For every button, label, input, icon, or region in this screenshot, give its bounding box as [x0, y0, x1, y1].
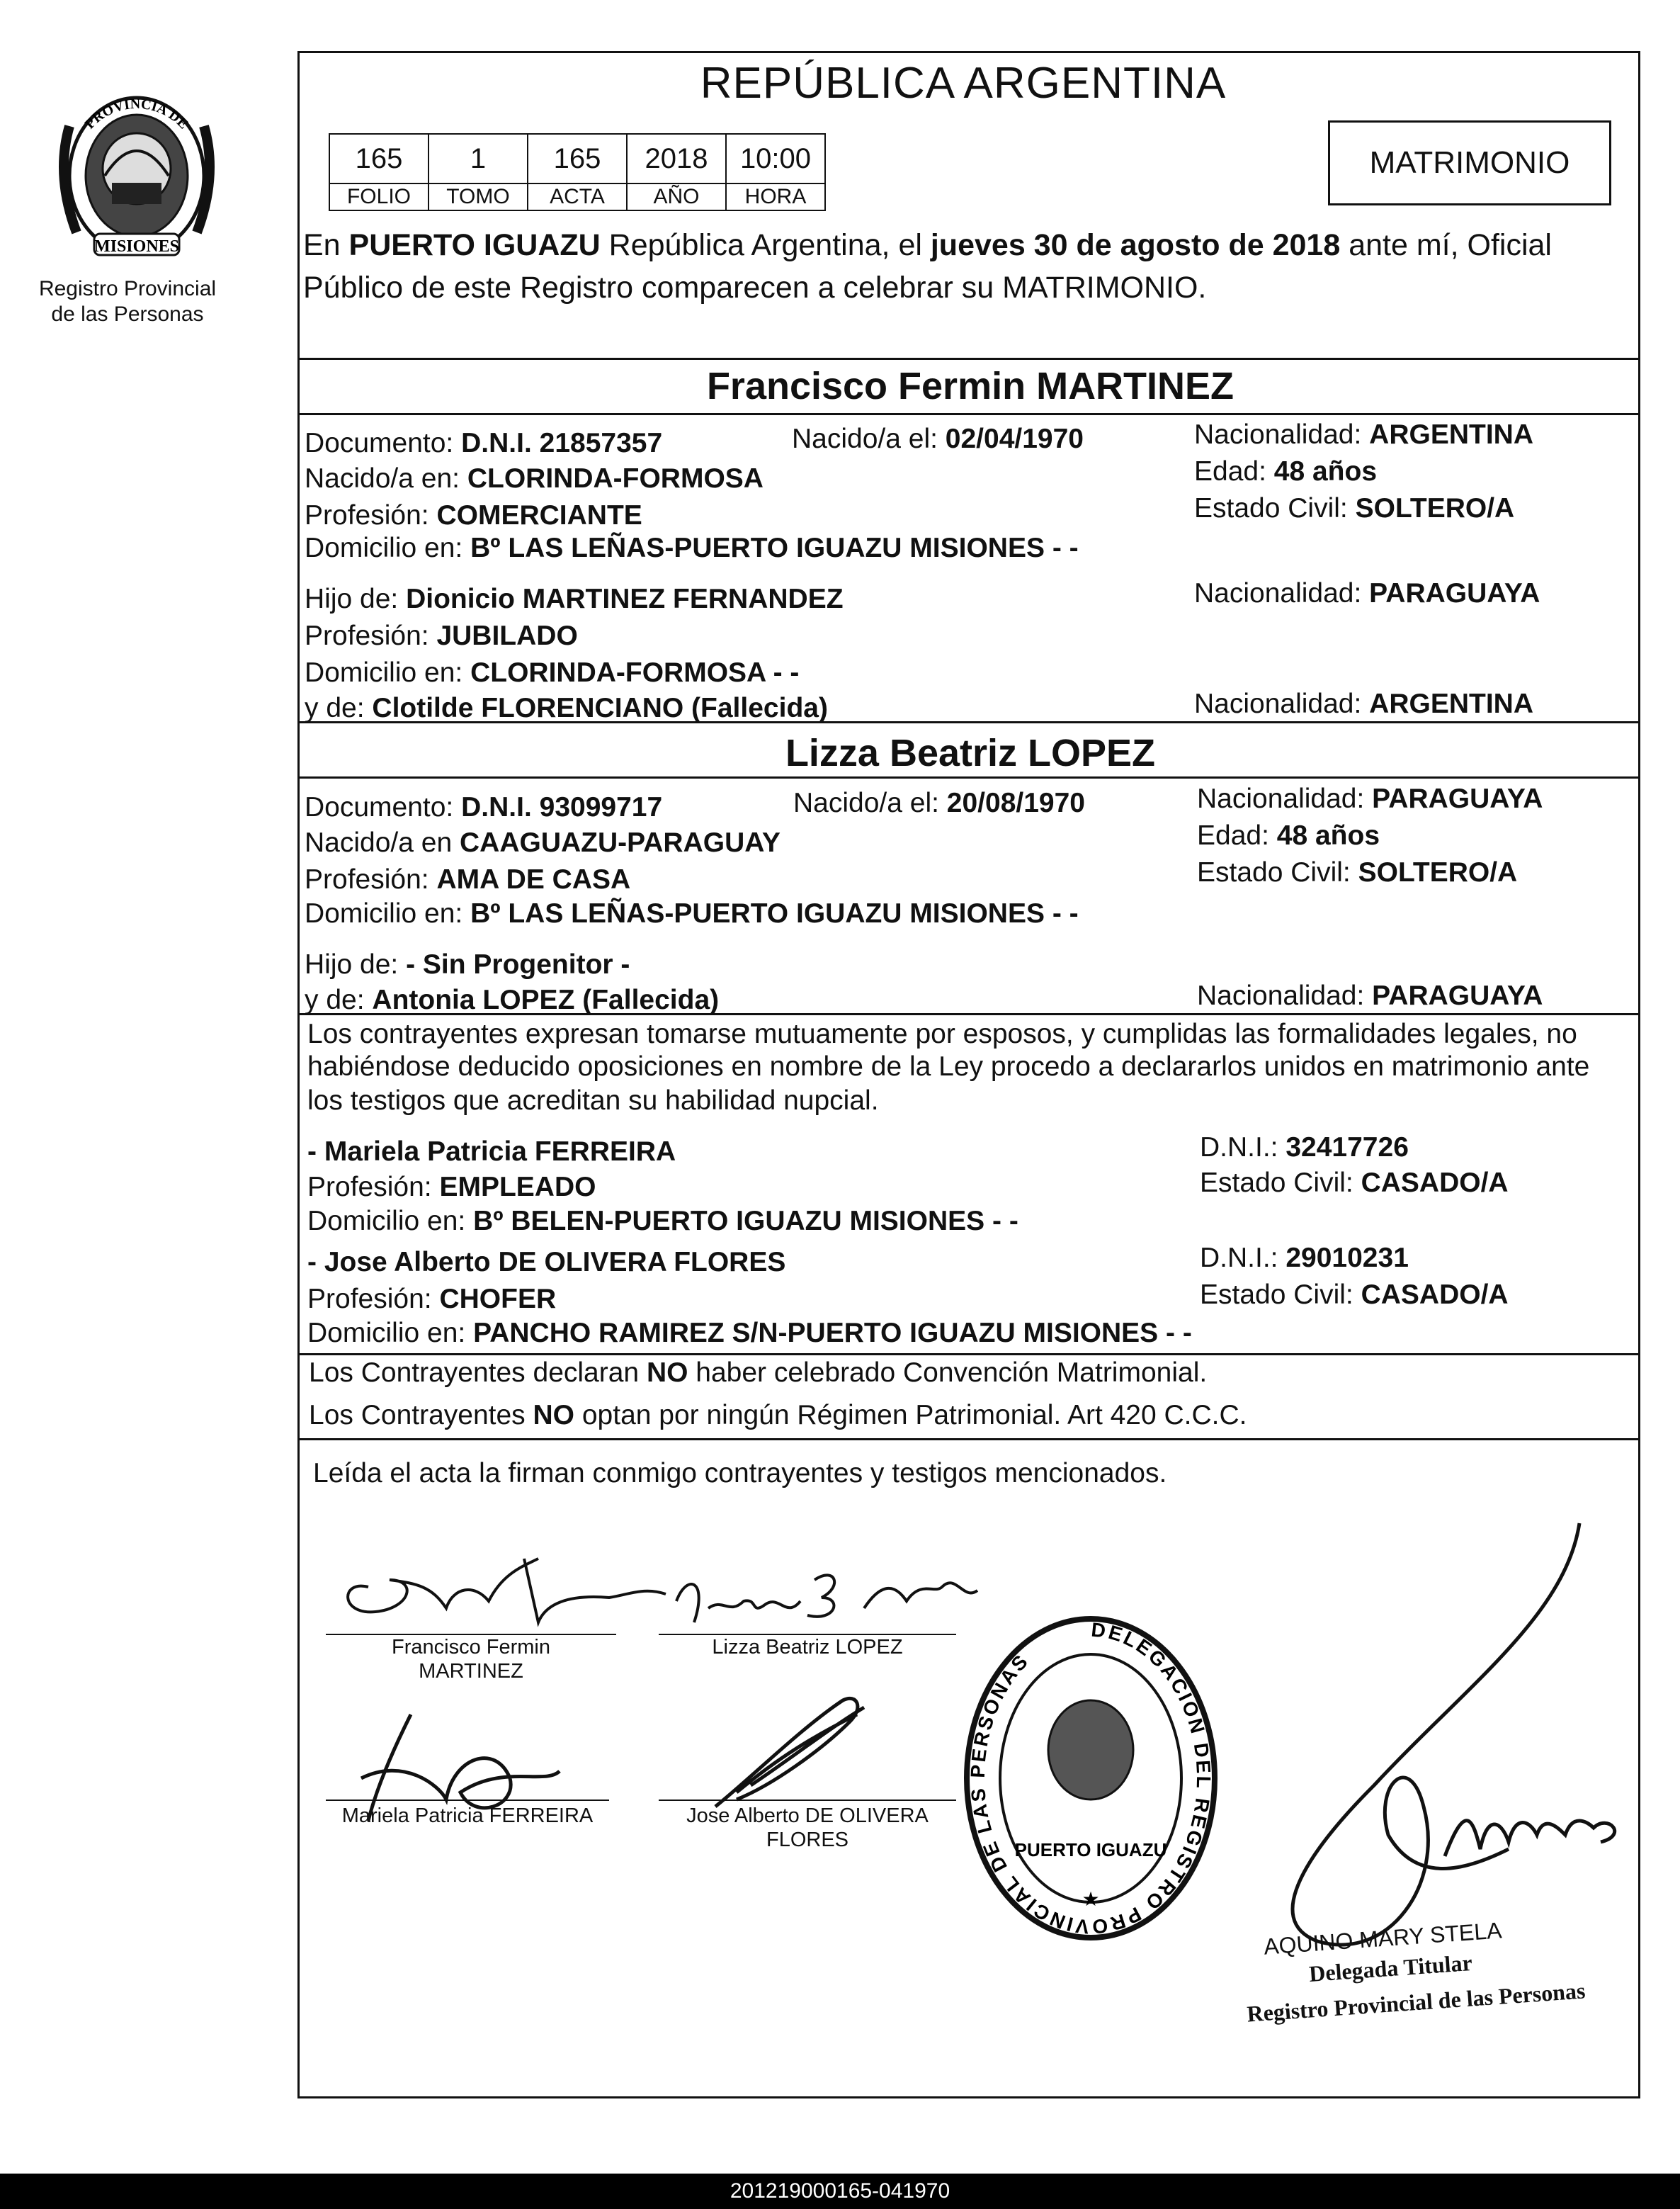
hora-label: HORA [726, 183, 825, 210]
convention-line-2: Los Contrayentes NO optan por ningún Régimen Patrimonial. Art 420 C.C.C. [309, 1400, 1247, 1430]
groom-father-profesion: Profesión: JUBILADO [305, 621, 578, 651]
bride-nacido-en: Nacido/a en CAAGUAZU-PARAGUAY [305, 827, 781, 858]
witness-2-signature-label: Jose Alberto DE OLIVERA FLORES [686, 1804, 929, 1851]
intro-paragraph [303, 224, 1642, 309]
witness-2-signature-line [659, 1800, 956, 1801]
divider [297, 776, 1640, 779]
bride-domicilio: Domicilio en: Bº LAS LEÑAS-PUERTO IGUAZU MISIONES - - [305, 898, 1079, 929]
bride-edad: Edad: 48 años [1197, 820, 1380, 851]
official-name: AQUINO MARY STELA [1263, 1917, 1503, 1960]
anio-value: 2018 [627, 134, 726, 183]
witness-1-profesion: Profesión: EMPLEADO [307, 1172, 596, 1202]
bride-nacido-el: Nacido/a el: 20/08/1970 [793, 788, 1085, 818]
tomo-value: 1 [428, 134, 528, 183]
stamp-city-text: PUERTO IGUAZU [1014, 1839, 1167, 1860]
witness-2-domicilio: Domicilio en: PANCHO RAMIREZ S/N-PUERTO IGUAZU MISIONES - - [307, 1318, 1192, 1348]
witness-1-estado-civil: Estado Civil: CASADO/A [1200, 1168, 1509, 1198]
bride-signature-icon [666, 1559, 992, 1637]
anio-label: AÑO [627, 183, 726, 210]
declaration-line-2: habiéndose deducido oposiciones en nombre de la Ley procedo a declararlos unidos en matrimonio ante [307, 1051, 1590, 1082]
stamp-star: ★ [1082, 1888, 1100, 1910]
groom-documento: Documento: D.N.I. 21857357 [305, 428, 663, 458]
groom-nacido-el: Nacido/a el: 02/04/1970 [792, 424, 1084, 454]
witness-1-domicilio: Domicilio en: Bº BELEN-PUERTO IGUAZU MISIONES - - [307, 1206, 1018, 1236]
groom-signature-icon [312, 1544, 680, 1637]
acta-value: 165 [528, 134, 627, 183]
declaration-line-1: Los contrayentes expresan tomarse mutuamente por esposos, y cumplidas las formalidades legales, no [307, 1019, 1577, 1049]
divider [297, 1353, 1640, 1355]
official-role: Delegada Titular [1307, 1949, 1473, 1987]
groom-mother-nacionalidad: Nacionalidad: ARGENTINA [1194, 689, 1534, 719]
official-office: Registro Provincial de las Personas [1246, 1977, 1587, 2027]
divider [297, 358, 1640, 360]
groom-edad: Edad: 48 años [1194, 456, 1378, 487]
bride-estado-civil: Estado Civil: SOLTERO/A [1197, 857, 1518, 888]
intro-text: En [303, 228, 349, 262]
provincial-seal [55, 84, 218, 271]
groom-nacionalidad: Nacionalidad: ARGENTINA [1194, 419, 1534, 450]
seal-bottom-text: MISIONES [93, 237, 180, 256]
declaration-line-3: los testigos que acreditan su habilidad nupcial. [307, 1085, 879, 1116]
groom-estado-civil: Estado Civil: SOLTERO/A [1194, 493, 1515, 524]
folio-label: FOLIO [329, 183, 428, 210]
groom-signature-label: Francisco Fermin MARTINEZ [392, 1636, 550, 1683]
stamp-ring-text: DELEGACION DEL REGISTRO PROVINCIAL DE LAS PERSONAS [966, 1618, 1215, 1938]
witness-2-dni: D.N.I.: 29010231 [1200, 1243, 1409, 1273]
witness-2-profesion: Profesión: CHOFER [307, 1284, 557, 1314]
official-stamp-icon [956, 1608, 1225, 1955]
seal-top-text: PROVINCIA DE [81, 96, 192, 132]
document-title: REPÚBLICA ARGENTINA [700, 59, 1227, 108]
groom-father: Hijo de: Dionicio MARTINEZ FERNANDEZ [305, 584, 844, 614]
acta-label: ACTA [528, 183, 627, 210]
witness-1-dni: D.N.I.: 32417726 [1200, 1132, 1409, 1163]
bride-documento: Documento: D.N.I. 93099717 [305, 792, 663, 823]
divider [297, 1438, 1640, 1440]
provincial-seal-icon [55, 84, 218, 268]
record-type: MATRIMONIO [1328, 120, 1611, 205]
hora-value: 10:00 [726, 134, 825, 183]
convention-line-1: Los Contrayentes declaran NO haber celebrado Convención Matrimonial. [309, 1357, 1208, 1388]
groom-father-nacionalidad: Nacionalidad: PARAGUAYA [1194, 578, 1540, 609]
groom-father-domicilio: Domicilio en: CLORINDA-FORMOSA - - [305, 657, 800, 688]
bride-father: Hijo de: - Sin Progenitor - [305, 949, 630, 980]
bride-name: Lizza Beatriz LOPEZ [785, 732, 1156, 774]
seal-caption: Registro Provincial de las Personas [38, 277, 217, 326]
tomo-label: TOMO [428, 183, 528, 210]
witness-1-signature-line [326, 1800, 609, 1801]
footer-id: 201219000165-041970 [0, 2174, 1680, 2209]
groom-name: Francisco Fermin MARTINEZ [706, 365, 1235, 407]
intro-text: ante mí, Oficial Público de este Registro comparecen a celebrar su MATRIMONIO. [303, 228, 1552, 305]
bride-mother-nacionalidad: Nacionalidad: PARAGUAYA [1197, 981, 1543, 1011]
witness-1-signature-label: Mariela Patricia FERREIRA [341, 1804, 594, 1827]
bride-nacionalidad: Nacionalidad: PARAGUAYA [1197, 784, 1543, 814]
record-table [329, 133, 826, 211]
groom-profesion: Profesión: COMERCIANTE [305, 500, 642, 531]
divider [297, 413, 1640, 415]
witness-2-name: - Jose Alberto DE OLIVERA FLORES [307, 1247, 786, 1277]
folio-value: 165 [329, 134, 428, 183]
groom-nacido-en: Nacido/a en: CLORINDA-FORMOSA [305, 463, 764, 494]
witness-2-estado-civil: Estado Civil: CASADO/A [1200, 1279, 1509, 1310]
groom-domicilio: Domicilio en: Bº LAS LEÑAS-PUERTO IGUAZU MISIONES - - [305, 533, 1079, 563]
intro-date: jueves 30 de agosto de 2018 [930, 228, 1341, 262]
intro-text: República Argentina, el [600, 228, 931, 262]
groom-mother: y de: Clotilde FLORENCIANO (Fallecida) [305, 693, 828, 723]
bride-mother: y de: Antonia LOPEZ (Fallecida) [305, 985, 720, 1015]
intro-city: PUERTO IGUAZU [348, 228, 601, 262]
closing-statement: Leída el acta la firman conmigo contrayentes y testigos mencionados. [313, 1458, 1167, 1488]
bride-profesion: Profesión: AMA DE CASA [305, 864, 631, 895]
witness-1-name: - Mariela Patricia FERREIRA [307, 1136, 676, 1167]
official-signature-icon [1232, 1516, 1629, 1955]
bride-signature-label: Lizza Beatriz LOPEZ [712, 1636, 903, 1659]
